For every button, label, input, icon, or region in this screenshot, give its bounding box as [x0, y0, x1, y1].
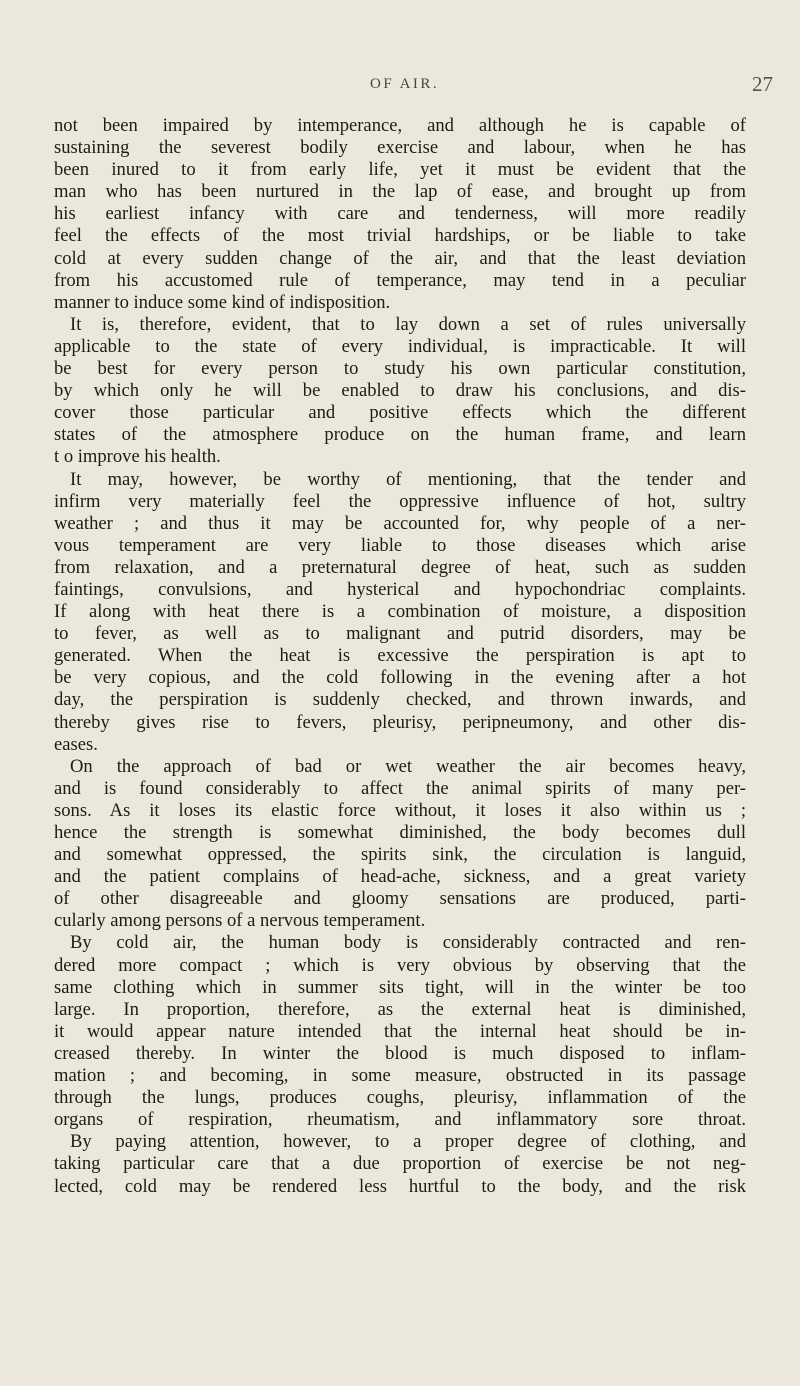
text-line: dered more compact ; which is very obvious by observing that the	[54, 954, 746, 976]
text-line: and the patient complains of head-ache, sickness, and a great variety	[54, 866, 746, 888]
text-line: states of the atmosphere produce on the human frame, and learn	[54, 424, 746, 446]
running-head	[0, 72, 800, 106]
text-line: not been impaired by intemperance, and although he is capable of	[54, 115, 746, 136]
text-line: and is found considerably to affect the animal spirits of many per-	[54, 777, 746, 799]
text-line: feel the effects of the most trivial hardships, or be liable to take	[54, 225, 746, 247]
text-line: If along with heat there is a combination of moisture, a disposition	[54, 601, 746, 623]
text-line: it would appear nature intended that the internal heat should be in-	[54, 1020, 746, 1042]
text-line: from his accustomed rule of temperance, may tend in a peculiar	[54, 269, 746, 291]
text-line: organs of respiration, rheumatism, and inflammatory sore throat.	[54, 1109, 746, 1131]
text-line: man who has been nurtured in the lap of ease, and brought up from	[54, 181, 746, 203]
paragraph-first-line: It is, therefore, evident, that to lay down a set of rules universally	[70, 313, 746, 335]
body-text	[54, 115, 746, 1198]
text-line: and somewhat oppressed, the spirits sink, the circulation is languid,	[54, 844, 746, 866]
paragraph-end-line: t o improve his health.	[54, 446, 221, 468]
paragraph-end-line: cularly among persons of a nervous temperament.	[54, 910, 426, 932]
text-line: generated. When the heat is excessive the perspiration is apt to	[54, 645, 746, 667]
paragraph-end-line: manner to induce some kind of indisposition.	[54, 291, 391, 313]
paragraph-end-line: eases.	[54, 733, 98, 755]
text-line: same clothing which in summer sits tight, will in the winter be too	[54, 976, 746, 998]
text-line: through the lungs, produces coughs, pleurisy, inflammation of the	[54, 1087, 746, 1109]
paragraph-first-line: On the approach of bad or wet weather the air becomes heavy,	[70, 755, 746, 777]
text-line: hence the strength is somewhat diminished, the body becomes dull	[54, 822, 746, 843]
running-title: OF AIR.	[370, 76, 440, 92]
page-number: 27	[752, 72, 773, 96]
text-line: be best for every person to study his own particular constitution,	[54, 358, 746, 380]
text-line: vous temperament are very liable to those diseases which arise	[54, 534, 746, 556]
text-line: sons. As it loses its elastic force without, it loses it also within us ;	[54, 799, 746, 821]
text-line: of other disagreeable and gloomy sensations are produced, parti-	[54, 888, 746, 910]
paragraph-first-line: By paying attention, however, to a proper degree of clothing, and	[70, 1131, 746, 1153]
text-line: to fever, as well as to malignant and putrid disorders, may be	[54, 623, 746, 645]
text-line: been inured to it from early life, yet it must be evident that the	[54, 159, 746, 181]
text-line: be very copious, and the cold following in the evening after a hot	[54, 667, 746, 689]
text-line: taking particular care that a due proportion of exercise be not neg-	[54, 1153, 746, 1175]
paragraph-first-line: It may, however, be worthy of mentioning, that the tender and	[70, 468, 746, 490]
text-line: faintings, convulsions, and hysterical and hypochondriac complaints.	[54, 578, 746, 600]
text-line: cold at every sudden change of the air, and that the least deviation	[54, 247, 746, 269]
text-line: mation ; and becoming, in some measure, obstructed in its passage	[54, 1065, 746, 1087]
text-line: weather ; and thus it may be accounted for, why people of a ner-	[54, 512, 746, 534]
text-line: his earliest infancy with care and tenderness, will more readily	[54, 203, 746, 225]
text-line: cover those particular and positive effects which the different	[54, 402, 746, 424]
text-line: applicable to the state of every individual, is impracticable. It will	[54, 335, 746, 357]
text-line: from relaxation, and a preternatural degree of heat, such as sudden	[54, 556, 746, 578]
text-line: by which only he will be enabled to draw his conclusions, and dis-	[54, 380, 746, 402]
text-line: large. In proportion, therefore, as the external heat is diminished,	[54, 998, 746, 1020]
paragraph-first-line: By cold air, the human body is considerably contracted and ren-	[70, 932, 746, 954]
text-line: infirm very materially feel the oppressive influence of hot, sultry	[54, 490, 746, 512]
text-line: thereby gives rise to fevers, pleurisy, peripneumony, and other dis-	[54, 711, 746, 733]
text-line: creased thereby. In winter the blood is much disposed to inflam-	[54, 1042, 746, 1064]
text-line: sustaining the severest bodily exercise and labour, when he has	[54, 137, 746, 159]
text-line: day, the perspiration is suddenly checked, and thrown inwards, and	[54, 689, 746, 711]
text-line: lected, cold may be rendered less hurtful to the body, and the risk	[54, 1175, 746, 1197]
